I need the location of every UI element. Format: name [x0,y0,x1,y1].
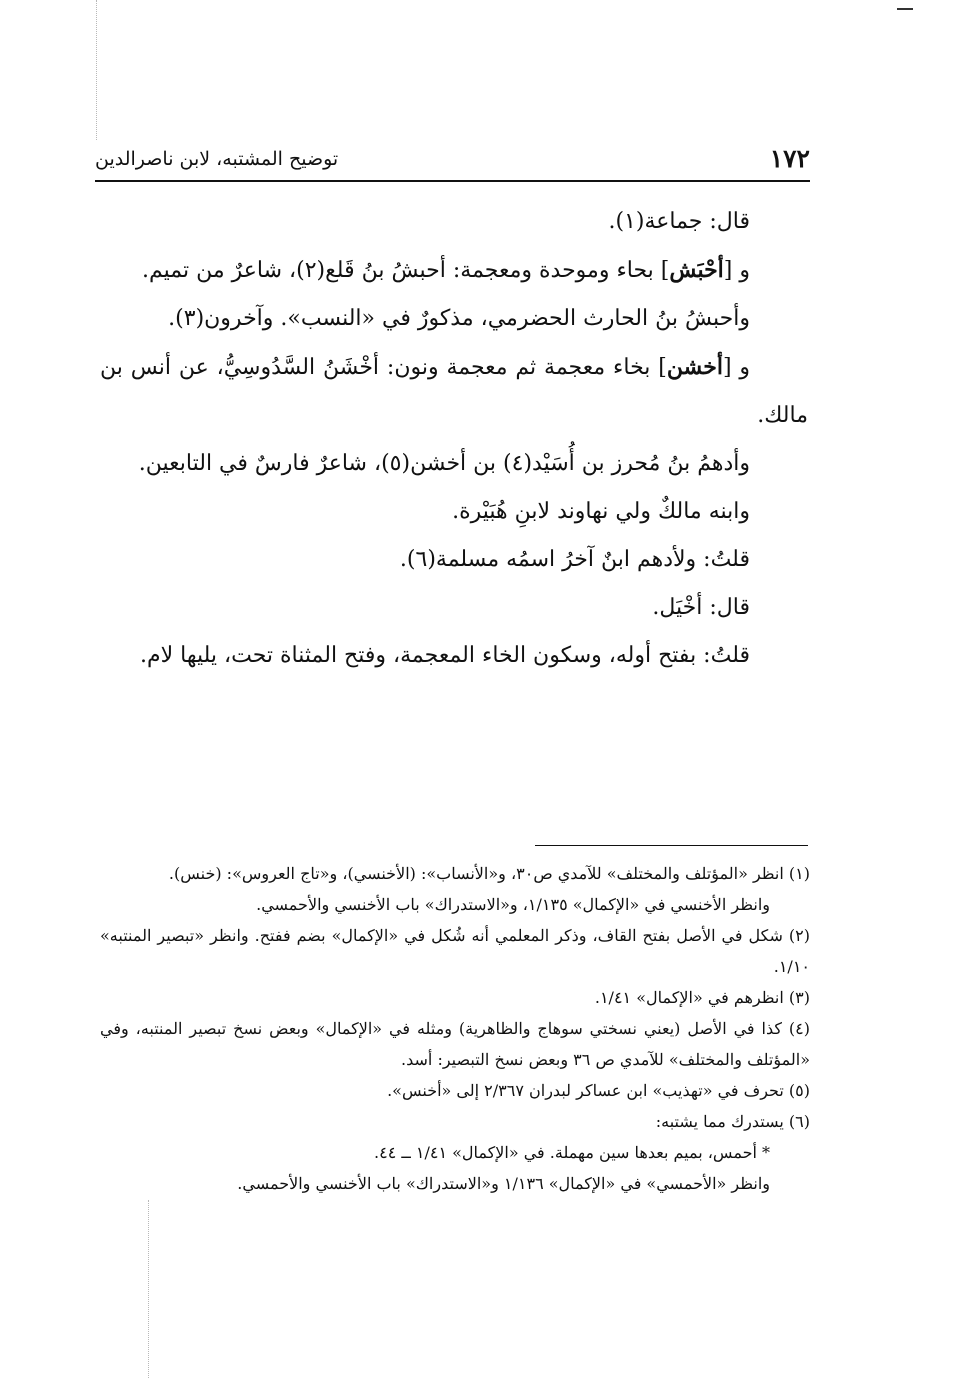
paragraph: قال: جماعة(١). [608,209,750,234]
entry-term: أخشن [666,354,723,380]
paragraph: قال: أخْيَل. [652,595,750,620]
page-number: ١٧٢ [769,144,810,173]
footnotes [100,858,810,1199]
main-text [100,198,808,680]
footnote-rule [535,845,808,846]
footnote-6: (٦) يستدرك مما يشتبه: [655,1112,810,1131]
paragraph: قلتُ: بفتح أوله، وسكون الخاء المعجمة، وفتح المثناة تحت، يليها لام. [139,643,750,668]
header-rule [95,180,810,182]
footnote-3: (٣) انظرهم في «الإكمال» ١/٤١. [594,988,810,1007]
footnote-1-continuation: وانظر الأخنسي في «الإكمال» ١/١٣٥، و«الاستدراك» باب الأخنسي والأحمسي. [256,895,770,914]
footnote-2: (٢) شكل في الأصل بفتح القاف، وذكر المعلمي أنه شُكل في «الإكمال» بضم ففتح. وانظر «تبصير المنتبه» ١/١٠. [100,926,810,976]
paragraph: قلتُ: ولأدهم ابنٌ آخرُ اسمُه مسلمة(٦). [399,547,750,572]
footnote-6-item: * أحمس، بميم بعدها سين مهملة. في «الإكمال» ١/٤١ ــ ٤٤. [374,1143,770,1162]
paragraph: وأدهمُ بنُ مُحرز بن أُسَيْد(٤) بن أخشن(٥)، شاعرٌ فارسٌ في التابعين. [138,451,750,476]
entry-ahbash: و [أحْبَش] بحاء وموحدة ومعجمة: أحبشُ بنُ قَلع(٢)، شاعرٌ من تميم. [141,257,750,283]
page-header [95,144,810,174]
paragraph: وأحبشُ بنُ الحارث الحضرمي، مذكورٌ في «النسب». وآخرون(٣). [168,306,750,331]
scan-artifact-line [96,0,97,140]
footnote-6-continuation: وانظر «الأحمسي» في «الإكمال» ١/١٣٦ و«الاستدراك» باب الأخنسي والأحمسي. [237,1174,770,1193]
footnote-5: (٥) تحرف في «تهذيب» ابن عساكر لبدران ٢/٣٦٧ إلى «أخنس». [387,1081,810,1100]
entry-term: أحْبَش [669,257,724,283]
paragraph: وابنه مالكٌ ولي نهاوند لابنِ هُبَيْرة. [452,499,750,524]
running-title: توضيح المشتبه، لابن ناصرالدين [95,148,339,170]
footnote-4: (٤) كذا في الأصل (يعني نسختي سوهاج والظاهرية) ومثله في «الإكمال» وبعض نسخ تبصير المنتبه، وفي «المؤتلف والمختلف» للآمدي ص ٣٦ وبعض نسخ التبصير: أسد. [100,1019,810,1069]
entry-akhshan: و [أخشن] بخاء معجمة ثم معجمة ونون: أخْشَنُ السَّدُوسِيُّ، عن أنس بن مالك. [100,354,808,428]
footnote-1: (١) انظر «المؤتلف والمختلف» للآمدي ص٣٠، و«الأنساب»: (الأخنسي)، و«تاج العروس»: (خنس). [168,864,810,883]
scan-corner-mark [897,8,913,10]
scan-artifact-line [148,1200,149,1378]
